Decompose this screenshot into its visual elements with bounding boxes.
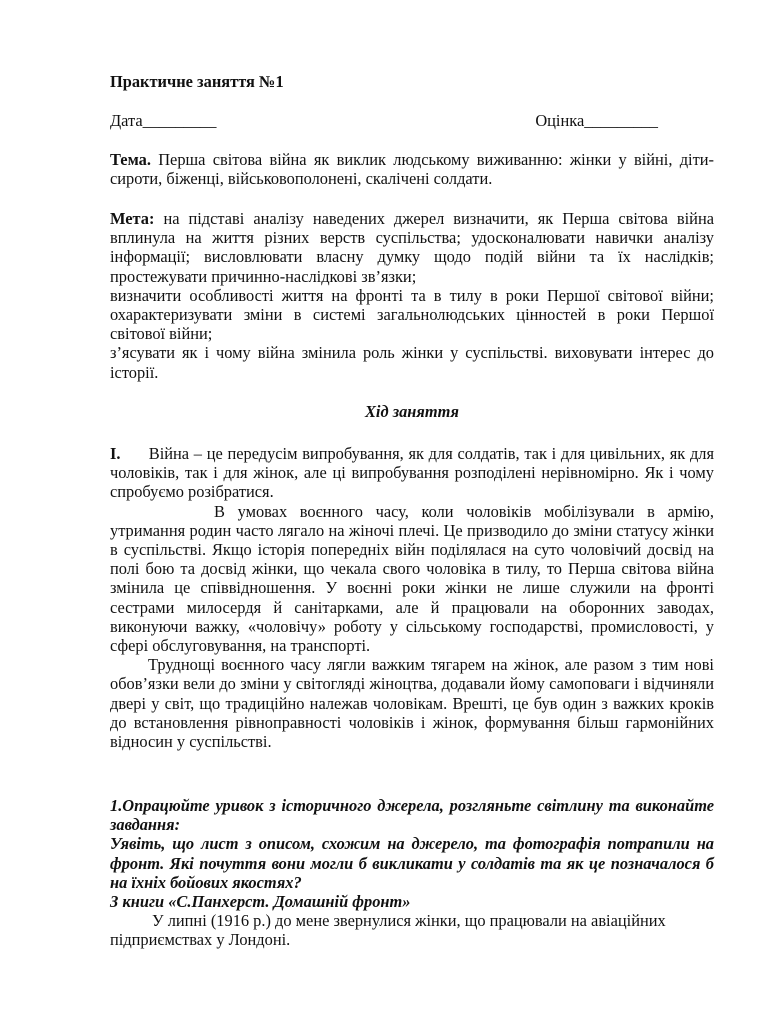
source-title: З книги «С.Панхерст. Домашній фронт» (110, 892, 411, 912)
page-title: Практичне заняття №1 (110, 72, 284, 91)
task-heading: 1.Опрацюйте уривок з історичного джерела, розгляньте світлину та виконайте завдання: (110, 796, 714, 835)
section-paragraph-1: Війна – це передусім випробування, як для солдатів, так і для цивільних, як для чоловіків, так і для жінок, але ці випробування розподілені нерівномірно. Як і чому спробуємо розібратися. (110, 444, 715, 502)
task-question: Уявіть, що лист з описом, схожим на джерело, та фотографія потрапили на фронт. Які почуття вони могли б викликати у солдатів та як це позначалося б на їхніх бойових якостях? (110, 834, 714, 892)
section-one (110, 444, 714, 751)
date-field: Дата_________ (110, 111, 217, 130)
goal-section (110, 209, 714, 382)
topic-text: Перша світова війна як виклик людському виживанню: жінки у війні, діти-сироти, біженці, військовополонені, скалічені солдати. (110, 150, 714, 189)
goal-text-2: визначити особливості життя на фронті та в тилу в роки Першої світової війни; охарактеризувати зміни в системі загальнолюдських цінностей в роки Першої світової війни; (110, 285, 714, 344)
grade-field: Оцінка_________ (535, 111, 658, 130)
section-paragraph-3: Труднощі воєнного часу лягли важким тягарем на жінок, але разом з тим нові обов’язки вели до зміни у світогляді жіноцтва, додавали йому самоповаги і відчиняли двері у світ, що традиційно належав чоловікам. Врешті, це був один з важких кроків до встановлення рівноправності чоловіків і жінок, формування більш гармонійних відносин у суспільстві. (110, 655, 714, 752)
goal-text-1: на підставі аналізу наведених джерел визначити, як Перша світова війна вплинула на життя різних верств суспільства; удосконалювати навички аналізу інформації; висловлювати власну думку щодо подій війни та їх наслідків; простежувати причинно-наслідкові зв’язки; (110, 209, 714, 286)
task-section (110, 796, 714, 950)
date-grade-row (110, 111, 658, 130)
source-quote: У липні (1916 р.) до мене звернулися жінки, що працювали на авіаційних підприємствах у Лондоні. (110, 911, 666, 950)
topic-paragraph (110, 150, 714, 188)
section-paragraph-2: В умовах воєнного часу, коли чоловіків мобілізували в армію, утримання родин часто лягало на жіночі плечі. Це призводило до зміни статусу жінки в суспільстві. Якщо історія попередніх війн поділялася на суто чоловічий досвід на полі бою та досвід жінки, що чекала свого чоловіка в тилу, то Перша світова війна змінила це співвідношення. У воєнні роки жінки не лише служили на фронті сестрами милосердя й санітарками, але й працювали на оборонних заводах, виконуючи важку, «чоловічу» роботу у сільському господарстві, промисловості, у сфері обслуговування, на транспорті. (110, 501, 714, 656)
goal-text-3: з’ясувати як і чому війна змінила роль жінки у суспільстві. виховувати інтерес до історії. (110, 343, 714, 382)
topic-label: Тема. (110, 150, 151, 169)
course-heading: Хід заняття (365, 402, 459, 421)
goal-label: Мета: (110, 209, 155, 228)
section-numeral: I. (110, 444, 121, 463)
